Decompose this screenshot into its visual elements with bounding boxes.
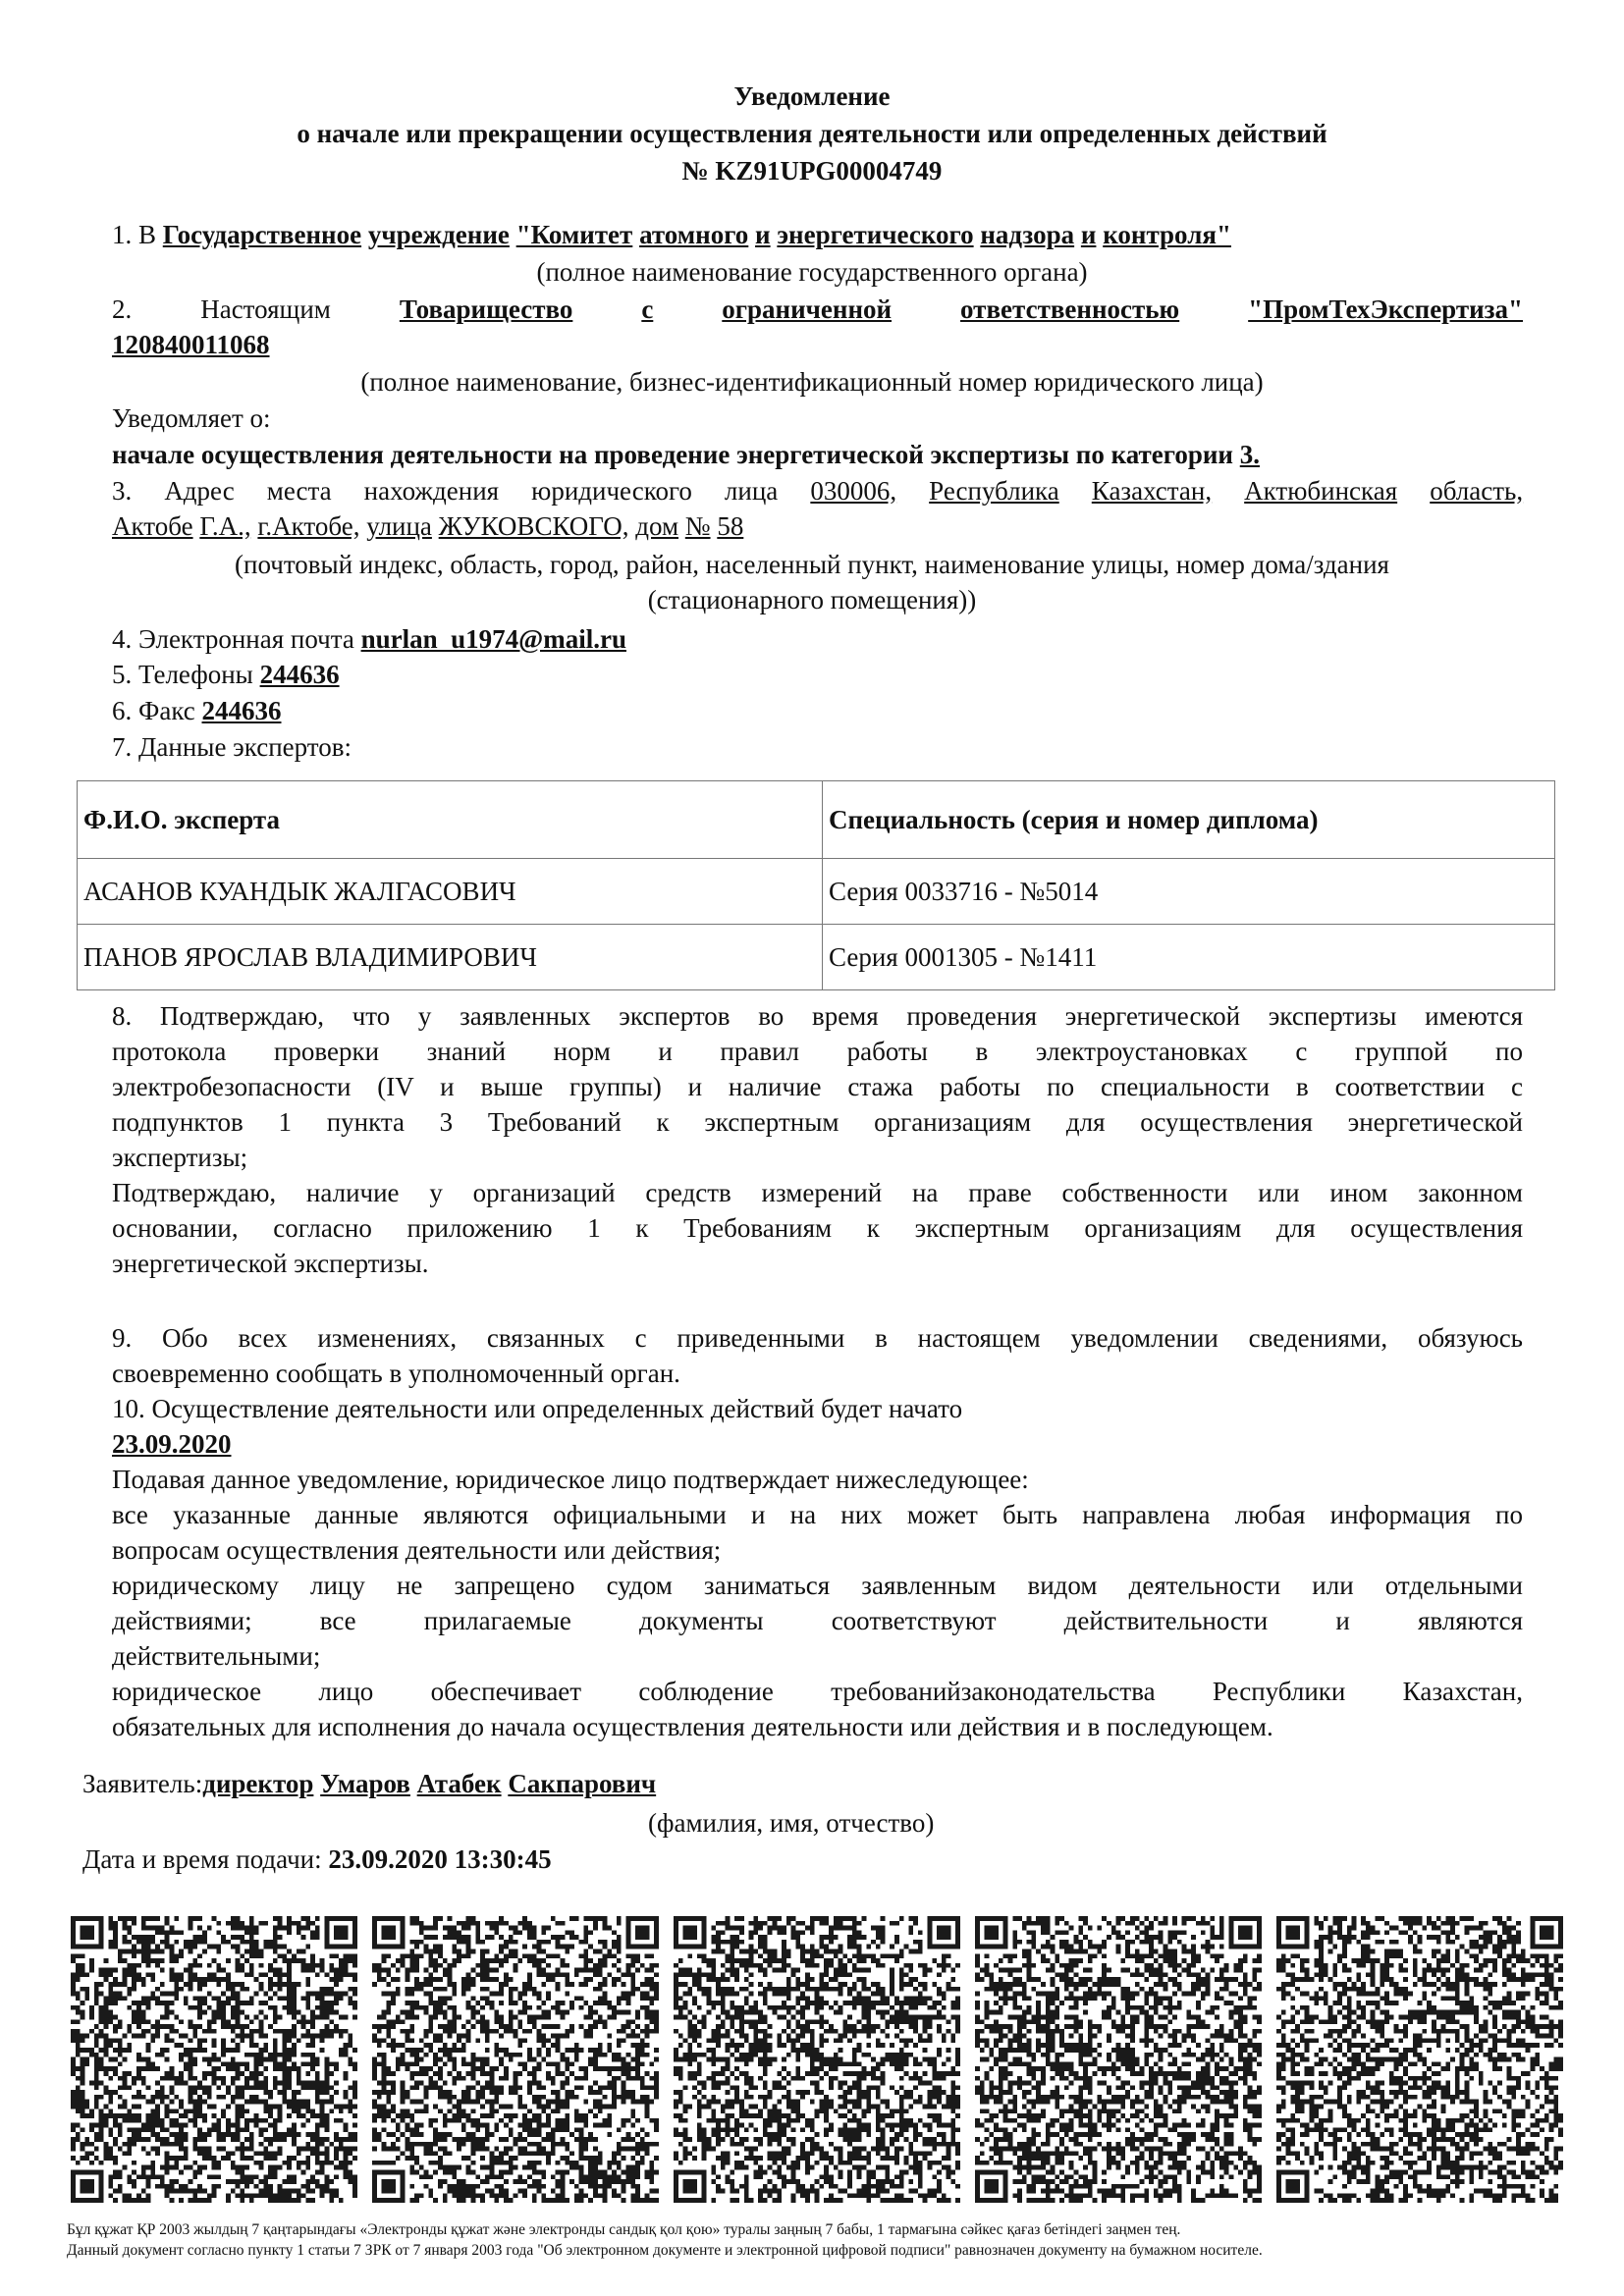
- footer-ru: Данный документ согласно пункту 1 статьи 7 ЗРК от 7 января 2003 года "Об электронном документе и электронной цифровой подписи" равнозначен документу на бумажном носителе.: [67, 2242, 1263, 2259]
- confirm-line: действиями; все прилагаемые документы соответствуют действительности и являются: [112, 1606, 1523, 1635]
- item-8-line: протокола проверки знаний норм и правил работы в электроустановках с группой по: [112, 1037, 1523, 1066]
- item-2-bin: 120840011068: [112, 330, 270, 359]
- submission-date-line: Дата и время подачи: 23.09.2020 13:30:45: [82, 1844, 552, 1874]
- confirm-line: действительными;: [112, 1641, 321, 1671]
- document-subtitle: о начале или прекращении осуществления деятельности или определенных действий: [297, 119, 1327, 148]
- item-8-line: экспертизы;: [112, 1143, 248, 1172]
- expert-name-cell: АСАНОВ КУАНДЫК ЖАЛГАСОВИЧ: [78, 859, 823, 925]
- item-10-text: 10. Осуществление деятельности или определенных действий будет начато: [112, 1394, 963, 1423]
- expert-name-cell: ПАНОВ ЯРОСЛАВ ВЛАДИМИРОВИЧ: [78, 925, 823, 990]
- confirm-line: все указанные данные являются официальными и на них может быть направлена любая информация по: [112, 1500, 1523, 1529]
- experts-table: [77, 780, 1555, 990]
- applicant-hint: (фамилия, имя, отчество): [648, 1808, 935, 1838]
- item-3-address: 3. Адрес места нахождения юридического лица 030006, Республика Казахстан, Актюбинская область,: [112, 476, 1524, 506]
- confirm-line: вопросам осуществления деятельности или действия;: [112, 1535, 722, 1565]
- table-header-row: [78, 781, 1555, 859]
- qr-code-icon: [674, 1914, 960, 2205]
- header-cell-specialty: Специальность (серия и номер диплома): [823, 781, 1555, 859]
- notify-label: Уведомляет о:: [112, 403, 271, 433]
- item-2-hint: (полное наименование, бизнес-идентификационный номер юридического лица): [360, 367, 1264, 397]
- applicant-line: Заявитель:директор Умаров Атабек Сакпарович: [82, 1769, 657, 1798]
- qr-code-icon: [975, 1914, 1262, 2205]
- item-1-hint: (полное наименование государственного органа): [536, 257, 1088, 287]
- item-8-line: энергетической экспертизы.: [112, 1249, 429, 1278]
- item-9-line: своевременно сообщать в уполномоченный орган.: [112, 1359, 680, 1388]
- item-8-line: 8. Подтверждаю, что у заявленных экспертов во время проведения энергетической экспертизы имеются: [112, 1001, 1523, 1031]
- qr-code-row: [71, 1914, 1563, 2209]
- item-3-hint-cont: (стационарного помещения)): [647, 585, 977, 614]
- item-8-line: Подтверждаю, наличие у организаций средств измерений на праве собственности или ином законном: [112, 1178, 1523, 1207]
- item-8-line: электробезопасности (IV и выше группы) и наличие стажа работы по специальности в соответствии с: [112, 1072, 1523, 1101]
- expert-diploma-cell: Серия 0001305 - №1411: [823, 925, 1555, 990]
- qr-code-icon: [71, 1914, 357, 2205]
- confirm-line: юридическое лицо обеспечивает соблюдение требованийзаконодательства Республики Казахстан,: [112, 1677, 1523, 1706]
- experts-label: 7. Данные экспертов:: [112, 732, 352, 762]
- expert-diploma-cell: Серия 0033716 - №5014: [823, 859, 1555, 925]
- confirm-line: юридическому лицу не запрещено судом заниматься заявленным видом деятельности или отдельными: [112, 1571, 1523, 1600]
- phone-line: 5. Телефоны 244636: [112, 660, 340, 689]
- fax-line: 6. Факс 244636: [112, 696, 282, 725]
- document-number: № KZ91UPG00004749: [681, 156, 943, 186]
- item-3-hint: (почтовый индекс, область, город, район, населенный пункт, наименование улицы, номер дома/здания: [235, 550, 1389, 579]
- item-8-line: подпунктов 1 пункта 3 Требований к экспертным организациям для осуществления энергетической: [112, 1107, 1523, 1137]
- qr-code-icon: [372, 1914, 659, 2205]
- item-3-address-cont: Актобе Г.А., г.Актобе, улица ЖУКОВСКОГО, дом № 58: [112, 511, 744, 541]
- footer-kz: Бұл құжат ҚР 2003 жылдың 7 қаңтарындағы «Электронды құжат және электронды сандық қол қою» туралы заңның 7 бабы, 1 тармағына сәйкес қағаз бетіндегі заңмен тең.: [67, 2221, 1181, 2238]
- qr-code-icon: [1276, 1914, 1563, 2205]
- item-9-line: 9. Обо всех изменениях, связанных с приведенными в настоящем уведомлении сведениями, обязуюсь: [112, 1323, 1523, 1353]
- confirm-line: Подавая данное уведомление, юридическое лицо подтверждает нижеследующее:: [112, 1465, 1029, 1494]
- confirm-line: обязательных для исполнения до начала осуществления деятельности или действия и в последующем.: [112, 1712, 1273, 1741]
- email-line: 4. Электронная почта nurlan_u1974@mail.ru: [112, 624, 626, 654]
- item-10-date: 23.09.2020: [112, 1429, 232, 1459]
- item-1: 1. В Государственное учреждение "Комитет атомного и энергетического надзора и контроля": [112, 220, 1231, 249]
- header-cell-name: Ф.И.О. эксперта: [78, 781, 823, 859]
- table-row: [78, 925, 1555, 990]
- notify-text: начале осуществления деятельности на проведение энергетической экспертизы по категории 3.: [112, 440, 1260, 469]
- table-row: [78, 859, 1555, 925]
- item-2: 2. Настоящим Товарищество с ограниченной ответственностью "ПромТехЭкспертиза": [112, 294, 1524, 324]
- item-8-line: основании, согласно приложению 1 к Требованиям к экспертным организациям для осуществления: [112, 1213, 1523, 1243]
- document-title: Уведомление: [733, 81, 891, 111]
